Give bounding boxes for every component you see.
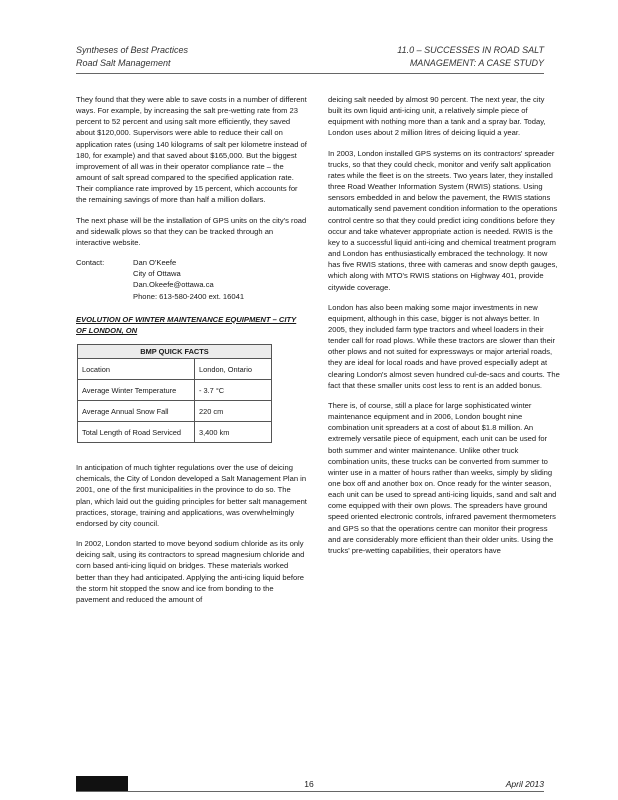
spacer (76, 443, 308, 462)
table-row (78, 401, 272, 422)
fact-label: Average Annual Snow Fall (78, 401, 195, 422)
footer-divider (76, 791, 544, 792)
table-row (78, 380, 272, 401)
fact-label: Location (78, 359, 195, 380)
header-left-line2: Road Salt Management (76, 58, 171, 68)
contact-phone: Phone: 613-580-2400 ext. 16041 (133, 291, 245, 301)
contact-email: Dan.Okeefe@ottawa.ca (133, 280, 214, 290)
contact-lines (133, 257, 244, 302)
paragraph: In anticipation of much tighter regulations over the use of deicing chemicals, the City of London developed a Salt Management Plan in 2001, one of the first municipalities in the province to do so. The plan, which laid out the guiding principles for better salt management practices, storage, training and applications, was overwhelmingly endorsed by city council. (76, 463, 307, 528)
fact-label: Average Winter Temperature (78, 380, 195, 401)
right-column (328, 94, 560, 565)
footer-date: April 2013 (505, 779, 544, 789)
header-right (397, 44, 544, 70)
header-right-line1: 11.0 – SUCCESSES IN ROAD SALT (397, 45, 544, 55)
paragraph: London has also been making some major investments in new equipment, although in this case, bigger is not always better. In 2005, they included farm type tractors and wheel loaders in their tender call for road plows. While these tractors are slower than their other plows and not suited for expressways or major arterial roads, they are ideal for local roads and have proved especially adept at clearing London's almost seven hundred cul-de-sacs and courts. The fact that these smaller units cost less to rent is an added bonus. (328, 302, 560, 390)
paragraph: There is, of course, still a place for large sophisticated winter maintenance equipment and in 2006, London bought nine combination unit spreaders at a cost of about $1.8 million. An extremely versatile piece of equipment, each unit can be used for both summer and winter maintenance. Unlike other truck combination units, these trucks can be converted from summer to winter use in a matter of hours rather than weeks, simply by sliding one box off and another box on. Once ready for the winter season, each unit can be used to spread anti-icing liquids, sand and salt and come equipped with their own plows. The spreaders have ground speed oriented electronic controls, infrared pavement thermometers and GPS so that the operations centre can monitor their progress and are considerably more efficient than their older units. Using the trucks' pre-wetting capabilities, their operators have (328, 400, 557, 555)
paragraph: deicing salt needed by almost 90 percent. The next year, the city built its own liquid anti-icing unit, a relatively simple piece of equipment with nothing more than a tank and a spray bar. Today, London uses about 2 million litres of deicing liquid a year. (328, 95, 546, 138)
header-left (76, 44, 188, 70)
table-caption: BMP QUICK FACTS (78, 344, 272, 358)
contact-org: City of Ottawa (133, 269, 181, 279)
header-right-line2: MANAGEMENT: A CASE STUDY (409, 58, 544, 68)
table-row (78, 422, 272, 443)
fact-label: Total Length of Road Serviced (78, 422, 195, 443)
footer-black-bar (76, 776, 128, 792)
fact-value: 220 cm (195, 401, 272, 422)
table-row (78, 359, 272, 380)
page-number: 16 (304, 779, 314, 789)
contact-name: Dan O'Keefe (133, 258, 177, 268)
bmp-quick-facts-table (77, 344, 272, 443)
contact-label: Contact: (76, 258, 105, 268)
header-divider (76, 73, 544, 74)
left-column (76, 94, 308, 614)
contact-block (76, 257, 308, 302)
header-left-line1: Syntheses of Best Practices (76, 45, 189, 55)
paragraph: In 2003, London installed GPS systems on its contractors' spreader trucks, so that they could check, monitor and verify salt application rates while the fleet is on the streets. Two years later, they installed three Road Weather Information System (RWIS) stations. Using sensors embedded in and below the pavement, the RWIS stations automatically send pavement condition information to the operations control centre so that they could predict icing conditions before they occur and take whatever appropriate action is needed. RWIS is the key to a successful liquid anti-icing and chemical treatment program and London has enthusiastically embraced the technology. It now has five RWIS stations, three with cameras and snow depth gauges, which along with MTO's RWIS stations on Highway 401, provide citywide coverage. (328, 148, 558, 292)
fact-value: - 3.7 °C (195, 380, 272, 401)
fact-value: 3,400 km (195, 422, 272, 443)
fact-value: London, Ontario (195, 359, 272, 380)
paragraph: In 2002, London started to move beyond sodium chloride as its only deicing salt, using its contractors to spread magnesium chloride and corn based anti-icing liquid on bridges. These materials worked better than they had anticipated. Applying the anti-icing liquid before the storm hit stopped the snow and ice from bonding to the pavement and reduced the amount of (76, 539, 305, 604)
section-title: EVOLUTION OF WINTER MAINTENANCE EQUIPMENT – CITY OF LONDON, ON (76, 314, 297, 335)
paragraph: They found that they were able to save costs in a number of different ways. For example, by increasing the salt pre-wetting rate from 23 percent to 52 percent and using salt more efficiently, they saved about $120,000. Supervisors were able to reduce their call on application rates (using 140 kilograms of salt per kilometre instead of 180, for example) and that saved about $165,000. But the biggest improvement of all was in their operator compliance rate – the amount of salt spread compared to the specified application rate. Their compliance rate improved by 15 percent, which accounts for the remaining savings of more than half a million dollars. (76, 95, 307, 205)
paragraph: The next phase will be the installation of GPS units on the city's road and sidewalk plows so that they can be tracked through an interactive website. (76, 215, 307, 247)
